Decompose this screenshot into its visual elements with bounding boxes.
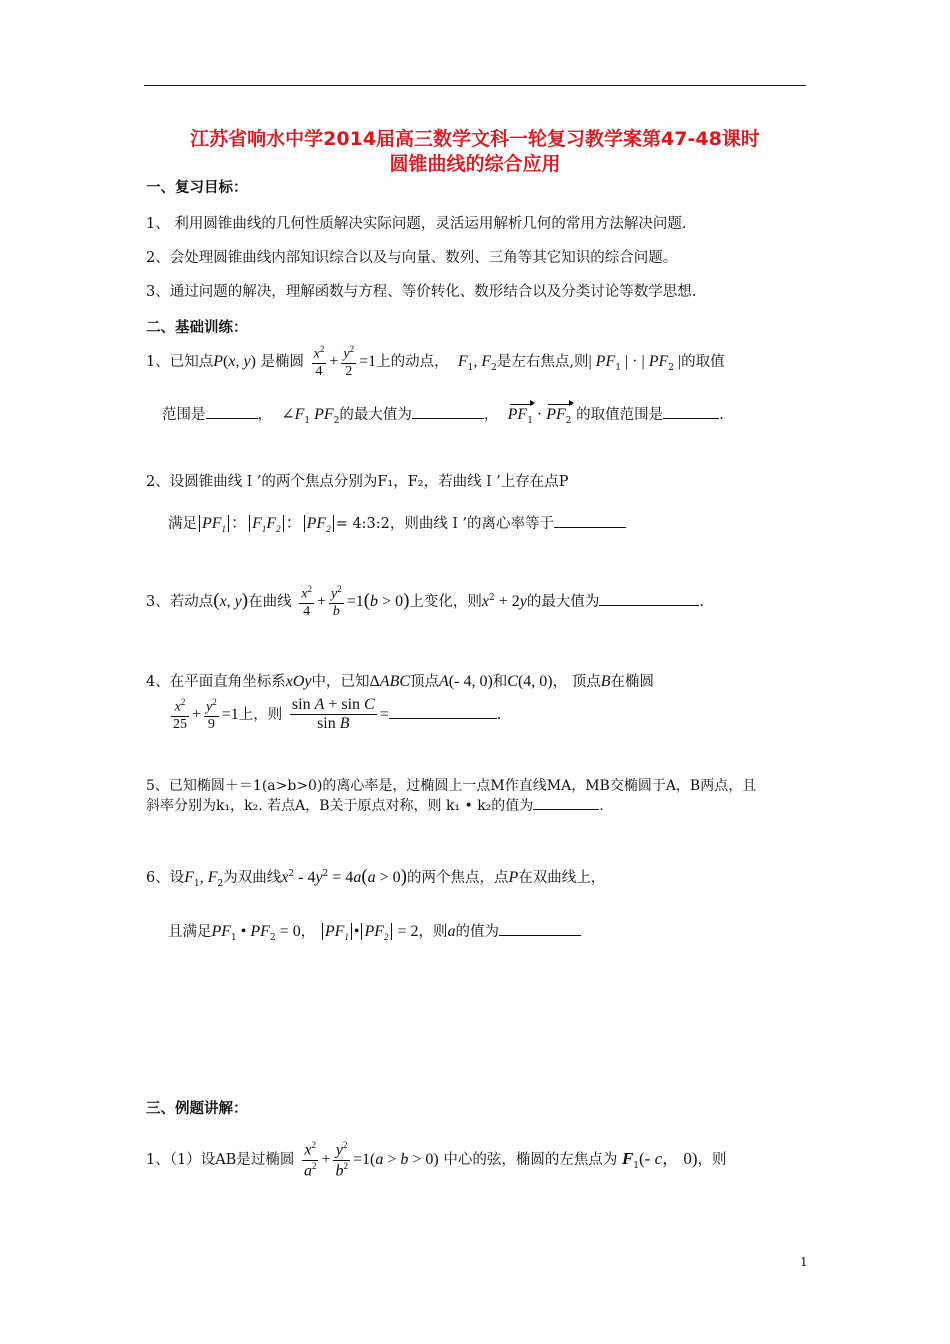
question-4-line-2: $\frac{x^2}{25}$ + $\frac{y^2}{9}$ =1上，则 $\frac{\text{sin A + sin C}}{\text{sin B}}$ = .	[173, 696, 502, 733]
question-6-line-1: 6、设$F_1$, $F_2$为双曲线$x^2 - 4y^2 = 4a(a > 0)$的两个焦点，点P在双曲线上，	[146, 866, 606, 889]
goal-2: 2、会处理圆锥曲线内部知识综合以及与向量、数列、三角等其它知识的综合问题。	[146, 250, 678, 266]
question-5-line-2: 斜率分别为k₁，k₂. 若点A，B关于原点对称，则 k₁ • k₂的值为 .	[146, 795, 604, 815]
question-3: 3、若动点(x, y)在曲线 $\frac{x^2}{4}$ + $\frac{y^2}{b}$ =1(b > 0)上变化，则$x^2 + 2y$的最大值为 .	[146, 584, 704, 619]
page-title: 江苏省响水中学2014届高三数学文科一轮复习教学案第47-48课时	[190, 128, 760, 150]
question-5-line-1: 5、已知椭圆＋＝1(a>b>0)的离心率是，过椭圆上一点M作直线MA，MB交椭圆于A，B两点，且	[146, 778, 757, 794]
header-rule	[144, 85, 806, 86]
page-number: 1	[800, 1255, 808, 1269]
page-subtitle: 圆锥曲线的综合应用	[389, 153, 561, 175]
example-1: 1、（1）设AB是过椭圆 $\frac{x^2}{a^2}$ + $\frac{y^2}{b^2}$ =1(a > b > 0) 中心的弦，椭圆的左焦点为 $F_1(-$ c， 0)，则	[146, 1140, 727, 1180]
section-examples: 三、例题讲解：	[146, 1101, 248, 1117]
section-review-goals: 一、复习目标：	[146, 180, 248, 196]
goal-1: 1、 利用圆锥曲线的几何性质解决实际问题，灵活运用解析几何的常用方法解决问题.	[146, 216, 687, 232]
question-6-line-2: 且满足$PF_1$ • $PF_2 = 0$， $PF_1$ • $PF_2 = 2$，则a的值为	[168, 920, 581, 943]
question-2-line-1: 2、设圆锥曲线Ｉ’的两个焦点分别为F₁，F₂，若曲线Ｉ’上存在点P	[146, 474, 569, 490]
question-1-line-2: 范围是 ， $\angle F_1$ $PF_2$的最大值为 ， $PF_1 \cdot PF_2$ 的取值范围是 .	[162, 406, 724, 426]
goal-3: 3、通过问题的解决，理解函数与方程、等价转化、数形结合以及分类讨论等数学思想.	[146, 284, 697, 300]
section-basic-training: 二、基础训练：	[146, 320, 248, 336]
question-4-line-1: 4、在平面直角坐标系xOy中，已知ΔABC顶点A(- 4, 0)和C(4, 0)， 顶点B在椭圆	[146, 673, 654, 690]
question-1-line-1: 1、已知点P(x, y) 是椭圆 $\frac{x^2}{4}$ + $\frac{y^2}{2}$ =1上的动点， $F_1$, $F_2$是左右焦点,则| $PF_1$ | · | $PF_2$ |的取值	[146, 344, 725, 379]
question-2-line-2: 满足 $PF_1$ ： $F_1F_2$ ： $PF_2$ = 4:3:2，则曲线Ｉ’的离心率等于	[168, 510, 626, 534]
